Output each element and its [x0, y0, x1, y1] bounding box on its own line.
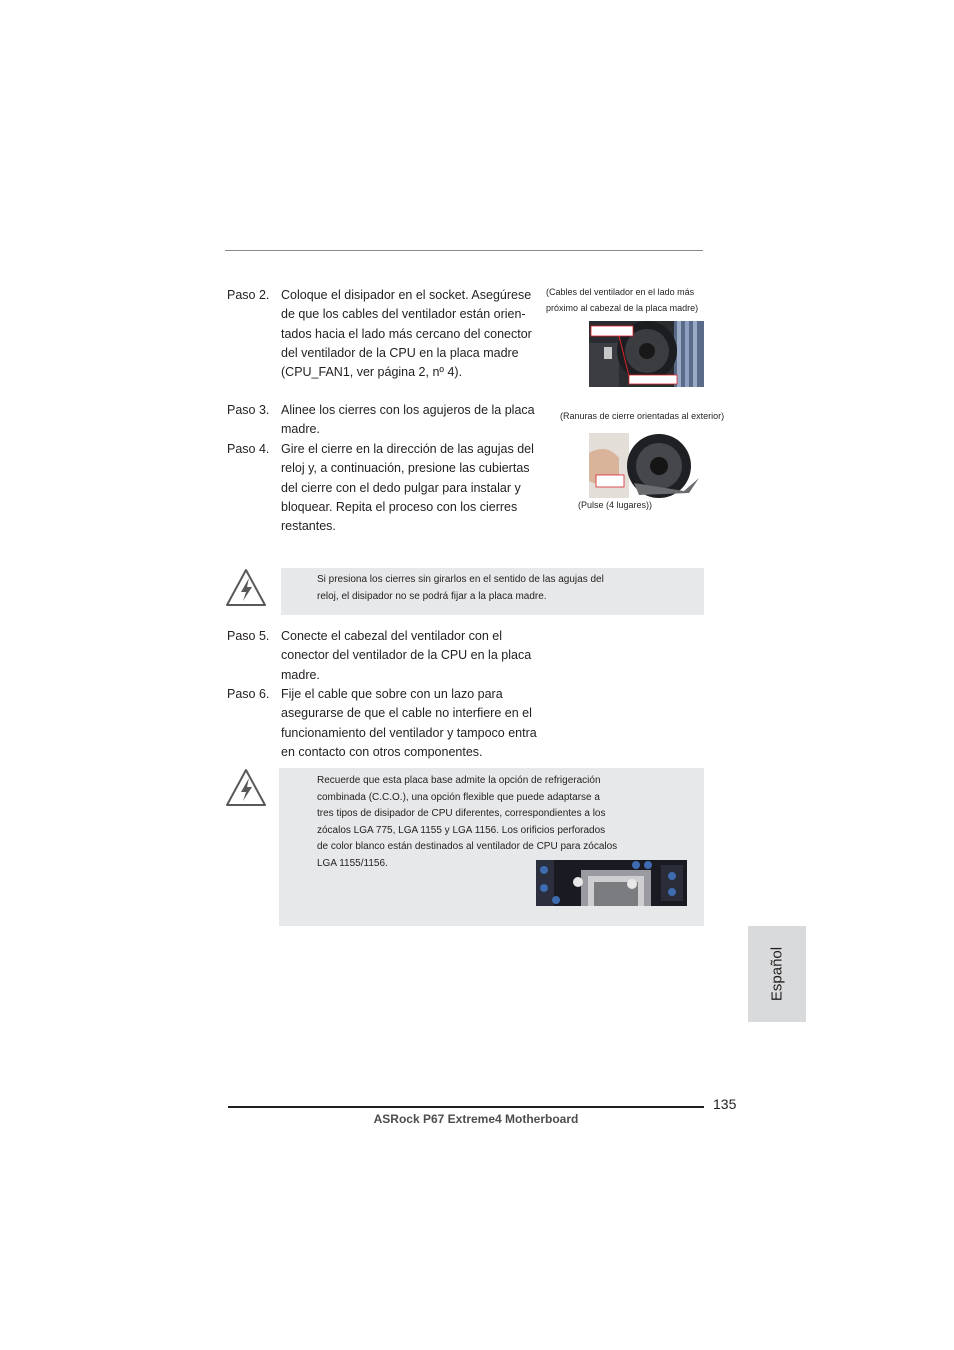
fan-cables-caption — [546, 285, 726, 316]
step-4-line: reloj y, a continuación, presione las cubiertas — [281, 461, 530, 476]
step-2-line: tados hacia el lado más cercano del conector — [281, 326, 532, 341]
step-5-line: conector del ventilador de la CPU en la placa — [281, 648, 532, 663]
step-5-line: Conecte el cabezal del ventilador con el — [281, 629, 502, 643]
step-2-line: de que los cables del ventilador están orien- — [281, 307, 526, 322]
page-number: 135 — [713, 1096, 737, 1112]
footer-rule — [228, 1106, 704, 1108]
language-tab-label: Español — [768, 946, 786, 1002]
step-2-text — [281, 286, 551, 382]
step-6-text — [281, 685, 551, 762]
note-2-text — [317, 773, 697, 873]
note-2-line: tres tipos de disipador de CPU diferentes, correspondientes a los — [317, 808, 606, 820]
warning-icon — [225, 768, 267, 808]
step-6-line: Fije el cable que sobre con un lazo para — [281, 687, 503, 701]
step-5-label: Paso 5. — [227, 629, 270, 643]
step-3-text — [281, 401, 551, 440]
language-tab — [748, 926, 806, 1022]
step-4-line: bloquear. Repita el proceso con los cierres — [281, 499, 518, 514]
warning-icon — [225, 568, 267, 608]
footer-title: ASRock P67 Extreme4 Motherboard — [373, 1112, 579, 1126]
step-2-line: Coloque el disipador en el socket. Asegúrese — [281, 288, 532, 302]
step-3-label: Paso 3. — [227, 403, 270, 417]
step-3-line: madre. — [281, 422, 320, 437]
heatsink-photo-fan-cables — [589, 321, 704, 387]
note-1-line: reloj, el disipador no se podrá fijar a la placa madre. — [317, 590, 547, 602]
note-1-line: Si presiona los cierres sin girarlos en el sentido de las agujas del — [317, 574, 604, 585]
slots-caption: (Ranuras de cierre orientadas al exterior) — [560, 411, 725, 421]
step-2-label: Paso 2. — [227, 288, 270, 302]
step-4-label: Paso 4. — [227, 442, 270, 456]
step-6-line: funcionamiento del ventilador y tampoco entra — [281, 725, 537, 740]
caption-line: próximo al cabezal de la placa madre) — [546, 302, 699, 313]
step-4-line: Gire el cierre en la dirección de las agujas del — [281, 442, 534, 456]
step-4-text — [281, 440, 551, 536]
step-4-line: restantes. — [281, 519, 336, 534]
heatsink-photo-press — [589, 433, 704, 498]
note-2-line: Recuerde que esta placa base admite la opción de refrigeración — [317, 775, 601, 786]
note-2-line: de color blanco están destinados al ventilador de CPU para zócalos — [317, 841, 618, 853]
step-6-line: en contacto con otros componentes. — [281, 744, 483, 759]
step-3-line: Alinee los cierres con los agujeros de la placa — [281, 403, 535, 417]
caption-line: (Cables del ventilador en el lado más — [546, 287, 695, 297]
header-rule — [225, 250, 703, 251]
step-2-line: del ventilador de la CPU en la placa madre — [281, 345, 519, 360]
step-2-line: (CPU_FAN1, ver página 2, nº 4). — [281, 365, 463, 380]
step-6-line: asegurarse de que el cable no interfiere en el — [281, 706, 532, 721]
step-5-text — [281, 627, 551, 685]
step-6-label: Paso 6. — [227, 687, 270, 701]
note-2-line: combinada (C.C.O.), una opción flexible que puede adaptarse a — [317, 791, 600, 803]
socket-photo — [536, 860, 687, 906]
press-caption: (Pulse (4 lugares)) — [578, 500, 653, 510]
step-4-line: del cierre con el dedo pulgar para instalar y — [281, 480, 521, 495]
step-5-line: madre. — [281, 667, 320, 682]
note-2-line: zócalos LGA 775, LGA 1155 y LGA 1156. Los orificios perforados — [317, 824, 606, 836]
note-2-line: LGA 1155/1156. — [317, 857, 388, 869]
note-1-text — [317, 572, 697, 605]
